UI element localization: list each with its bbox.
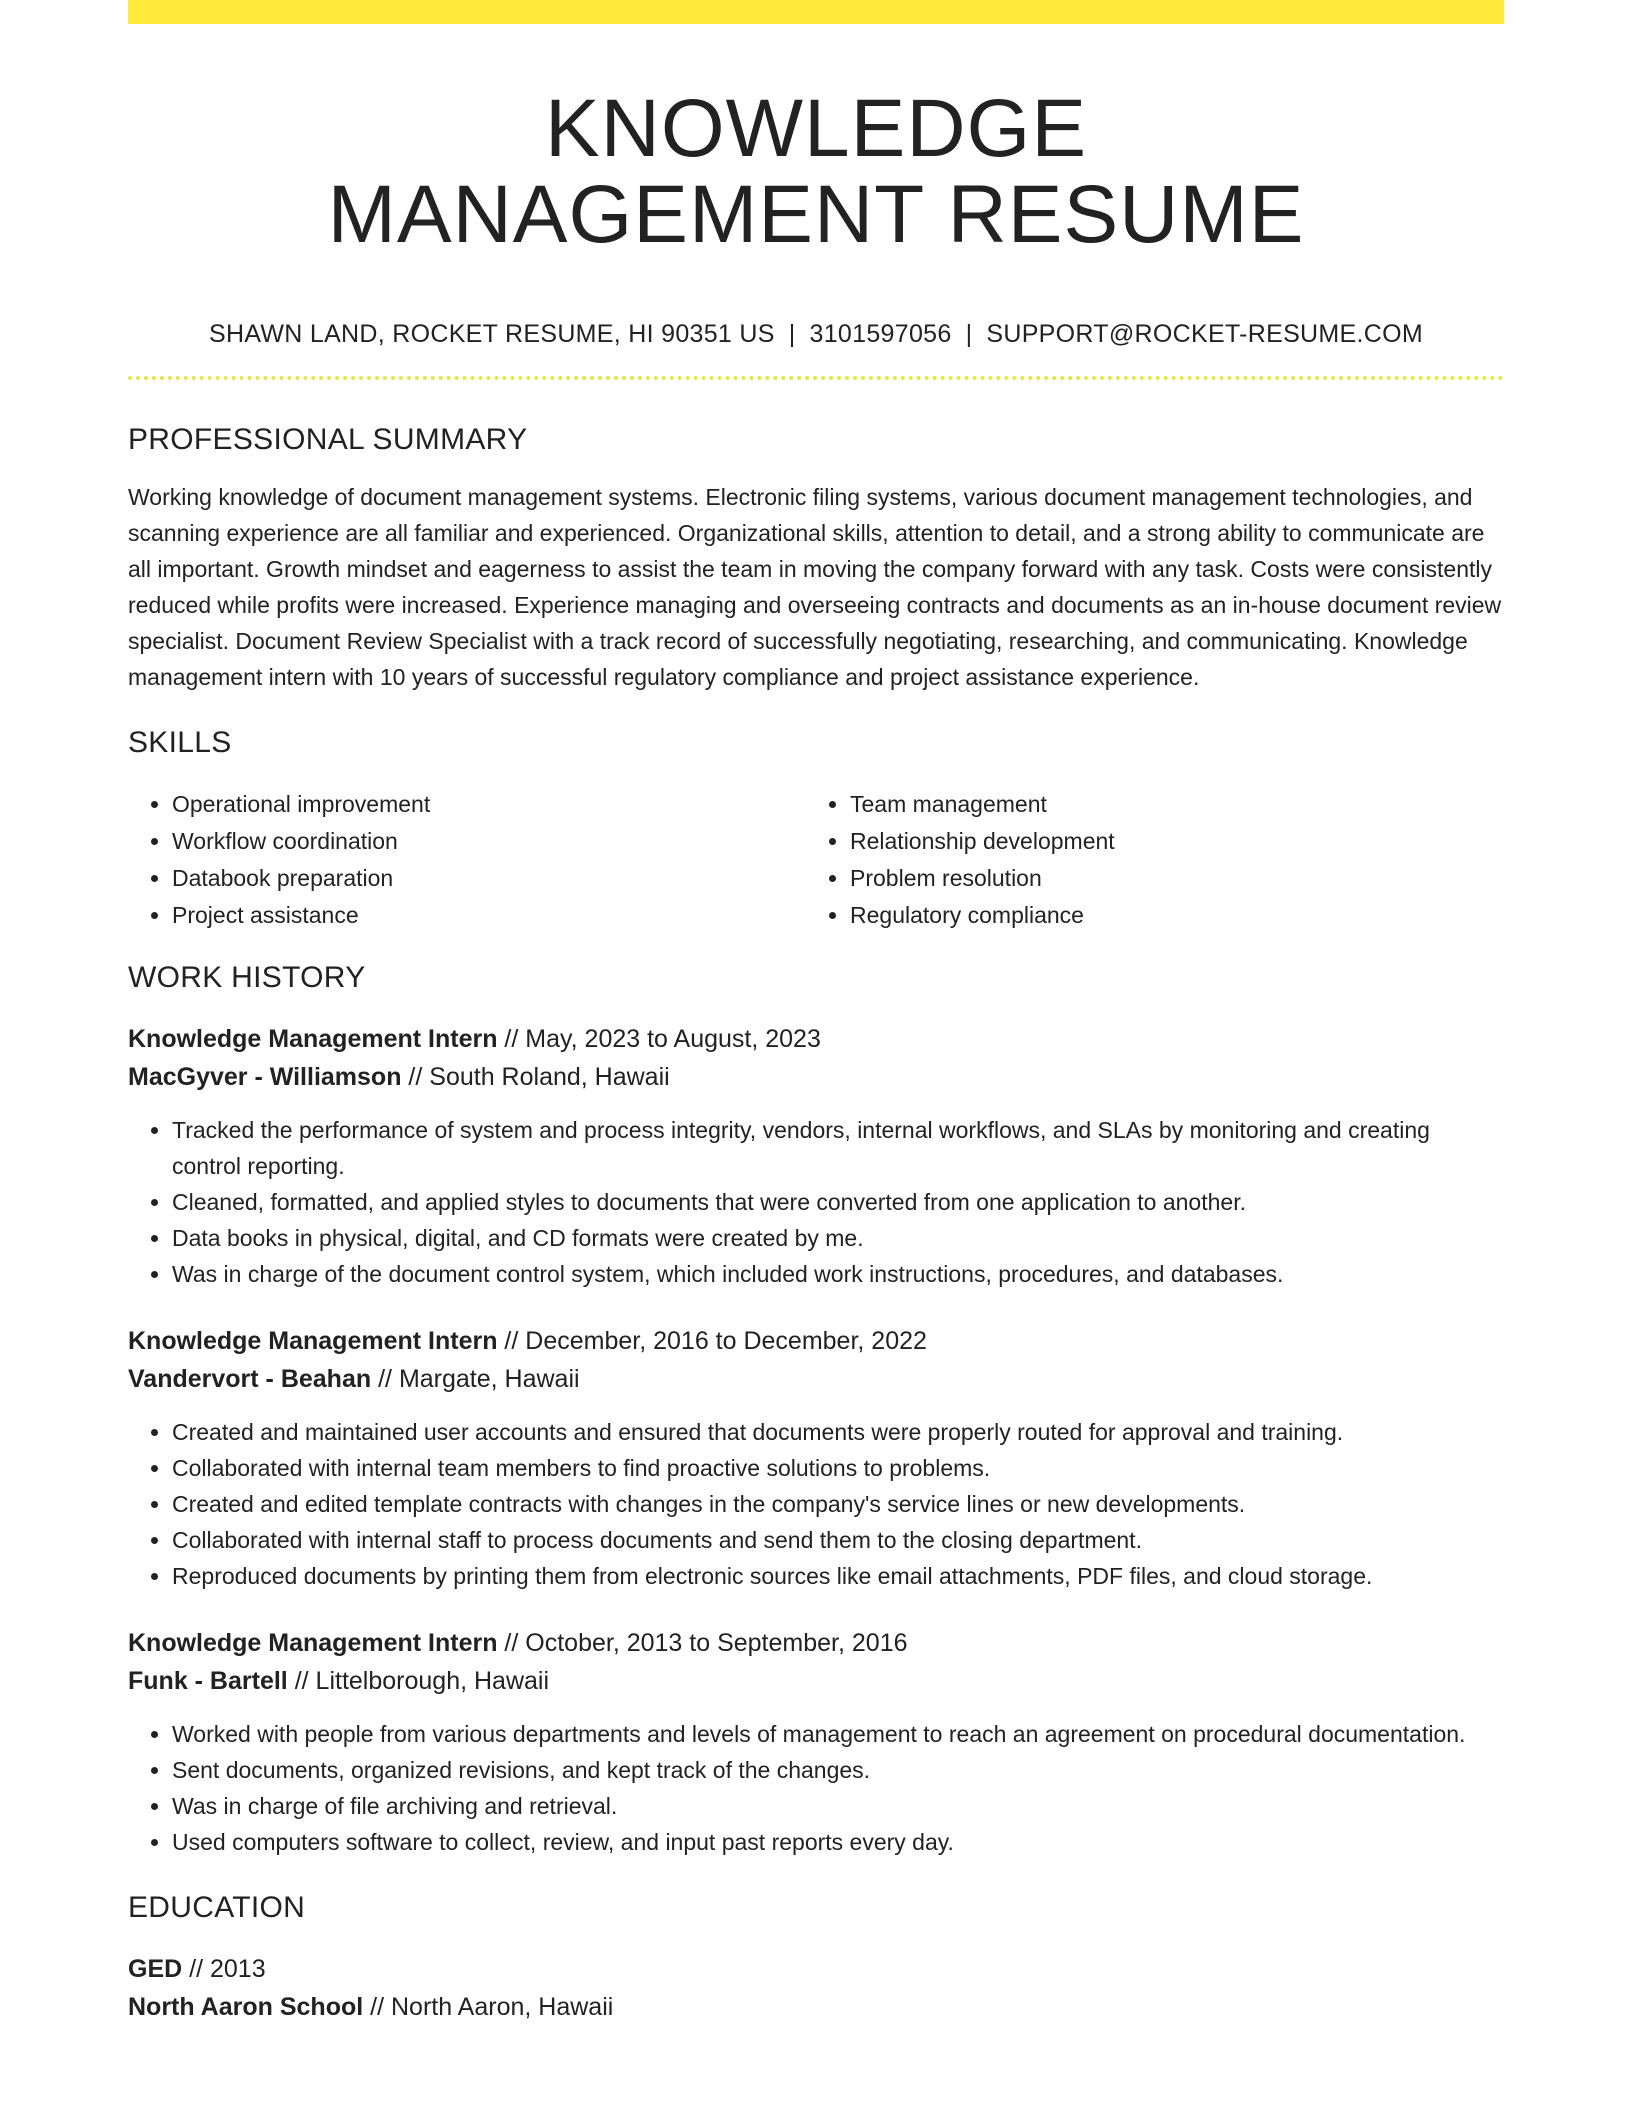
job-bullets	[128, 1112, 1504, 1292]
education-entry	[128, 1950, 1504, 2026]
job-bullet: • Cleaned, formatted, and applied styles to documents that were converted from one application to another.	[172, 1184, 1504, 1220]
education-heading: EDUCATION	[128, 1891, 306, 1924]
education-year: 2013	[209, 1955, 266, 1983]
job-bullet: • Was in charge of the document control system, which included work instructions, procedures, and databases.	[172, 1256, 1504, 1292]
job-entry	[128, 1322, 1504, 1594]
separator: //	[401, 1063, 430, 1091]
job-bullet: • Collaborated with internal staff to process documents and send them to the closing department.	[172, 1522, 1504, 1558]
separator: //	[497, 1025, 526, 1053]
separator: //	[497, 1629, 526, 1657]
job-company: Vandervort - Beahan	[128, 1365, 372, 1393]
title-line-2: MANAGEMENT RESUME	[327, 169, 1305, 260]
header-divider	[128, 376, 1504, 380]
separator: //	[497, 1327, 526, 1355]
skill-item: • Databook preparation	[172, 860, 806, 897]
skills-column-left	[128, 786, 806, 934]
separator: //	[287, 1667, 316, 1695]
skills-list	[128, 786, 1504, 934]
job-dates: December, 2016 to December, 2022	[525, 1327, 927, 1355]
job-company: MacGyver - Williamson	[128, 1063, 402, 1091]
job-location: South Roland, Hawaii	[429, 1063, 670, 1091]
resume-title	[128, 83, 1504, 260]
job-bullet: • Created and edited template contracts with changes in the company's service lines or new developments.	[172, 1486, 1504, 1522]
job-bullet: • Was in charge of file archiving and retrieval.	[172, 1788, 1504, 1824]
job-dates: May, 2023 to August, 2023	[525, 1025, 821, 1053]
job-bullet: • Worked with people from various departments and levels of management to reach an agreement on procedural documentation.	[172, 1716, 1504, 1752]
separator: //	[182, 1955, 210, 1983]
summary-heading: PROFESSIONAL SUMMARY	[128, 423, 528, 456]
separator: //	[371, 1365, 399, 1393]
contact-email: SUPPORT@ROCKET-RESUME.COM	[986, 320, 1423, 348]
job-company: Funk - Bartell	[128, 1667, 288, 1695]
job-bullets	[128, 1414, 1504, 1594]
skill-item: • Relationship development	[850, 823, 1484, 860]
job-dates: October, 2013 to September, 2016	[525, 1629, 908, 1657]
job-title-line	[128, 1020, 1504, 1058]
title-line-1: KNOWLEDGE	[544, 83, 1088, 174]
education-degree-line	[128, 1950, 1504, 1988]
education-school-line	[128, 1988, 1504, 2026]
resume-page	[128, 0, 1504, 2026]
skills-column-right	[806, 786, 1484, 934]
skill-item: • Team management	[850, 786, 1484, 823]
skill-item: • Operational improvement	[172, 786, 806, 823]
job-title-line	[128, 1624, 1504, 1662]
job-title-line	[128, 1322, 1504, 1360]
contact-phone: 3101597056	[809, 320, 952, 348]
skill-item: • Project assistance	[172, 897, 806, 934]
job-bullet: • Sent documents, organized revisions, and kept track of the changes.	[172, 1752, 1504, 1788]
job-title: Knowledge Management Intern	[128, 1025, 498, 1053]
job-company-line	[128, 1662, 1504, 1700]
job-location: Littelborough, Hawaii	[315, 1667, 550, 1695]
contact-line	[128, 318, 1504, 350]
education-school: North Aaron School	[128, 1993, 364, 2021]
job-entry	[128, 1624, 1504, 1860]
job-bullets	[128, 1716, 1504, 1860]
job-title: Knowledge Management Intern	[128, 1327, 498, 1355]
top-accent-bar	[128, 0, 1504, 24]
job-company-line	[128, 1058, 1504, 1096]
skill-item: • Regulatory compliance	[850, 897, 1484, 934]
education-location: North Aaron, Hawaii	[390, 1993, 614, 2021]
job-entry	[128, 1020, 1504, 1292]
separator: //	[363, 1993, 391, 2021]
contact-separator: |	[965, 320, 973, 348]
contact-address: SHAWN LAND, ROCKET RESUME, HI 90351 US	[209, 320, 775, 348]
job-location: Margate, Hawaii	[398, 1365, 580, 1393]
job-bullet: • Tracked the performance of system and process integrity, vendors, internal workflows, and SLAs by monitoring and creating control reporting.	[172, 1112, 1504, 1184]
education-degree: GED	[128, 1955, 183, 1983]
job-bullet: • Created and maintained user accounts and ensured that documents were properly routed for approval and training.	[172, 1414, 1504, 1450]
work-history-heading: WORK HISTORY	[128, 961, 366, 994]
job-title: Knowledge Management Intern	[128, 1629, 498, 1657]
contact-separator: |	[788, 320, 796, 348]
skills-heading: SKILLS	[128, 726, 232, 759]
job-bullet: • Collaborated with internal team members to find proactive solutions to problems.	[172, 1450, 1504, 1486]
summary-text: Working knowledge of document management systems. Electronic filing systems, various document management technologies, and scanning experience are all familiar and experienced. Organizational skills, attention to detail, and a strong ability to communicate are all important. Growth mindset and eagerness to assist the team in moving the company forward with any task. Costs were consistently reduced while profits were increased. Experience managing and overseeing contracts and documents as an in-house document review specialist. Document Review Specialist with a track record of successfully negotiating, researching, and communicating. Knowledge management intern with 10 years of successful regulatory compliance and project assistance experience.	[128, 484, 1502, 690]
job-bullet: • Data books in physical, digital, and CD formats were created by me.	[172, 1220, 1504, 1256]
job-company-line	[128, 1360, 1504, 1398]
job-bullet: • Reproduced documents by printing them from electronic sources like email attachments, PDF files, and cloud storage.	[172, 1558, 1504, 1594]
skill-item: • Workflow coordination	[172, 823, 806, 860]
job-bullet: • Used computers software to collect, review, and input past reports every day.	[172, 1824, 1504, 1860]
skill-item: • Problem resolution	[850, 860, 1484, 897]
